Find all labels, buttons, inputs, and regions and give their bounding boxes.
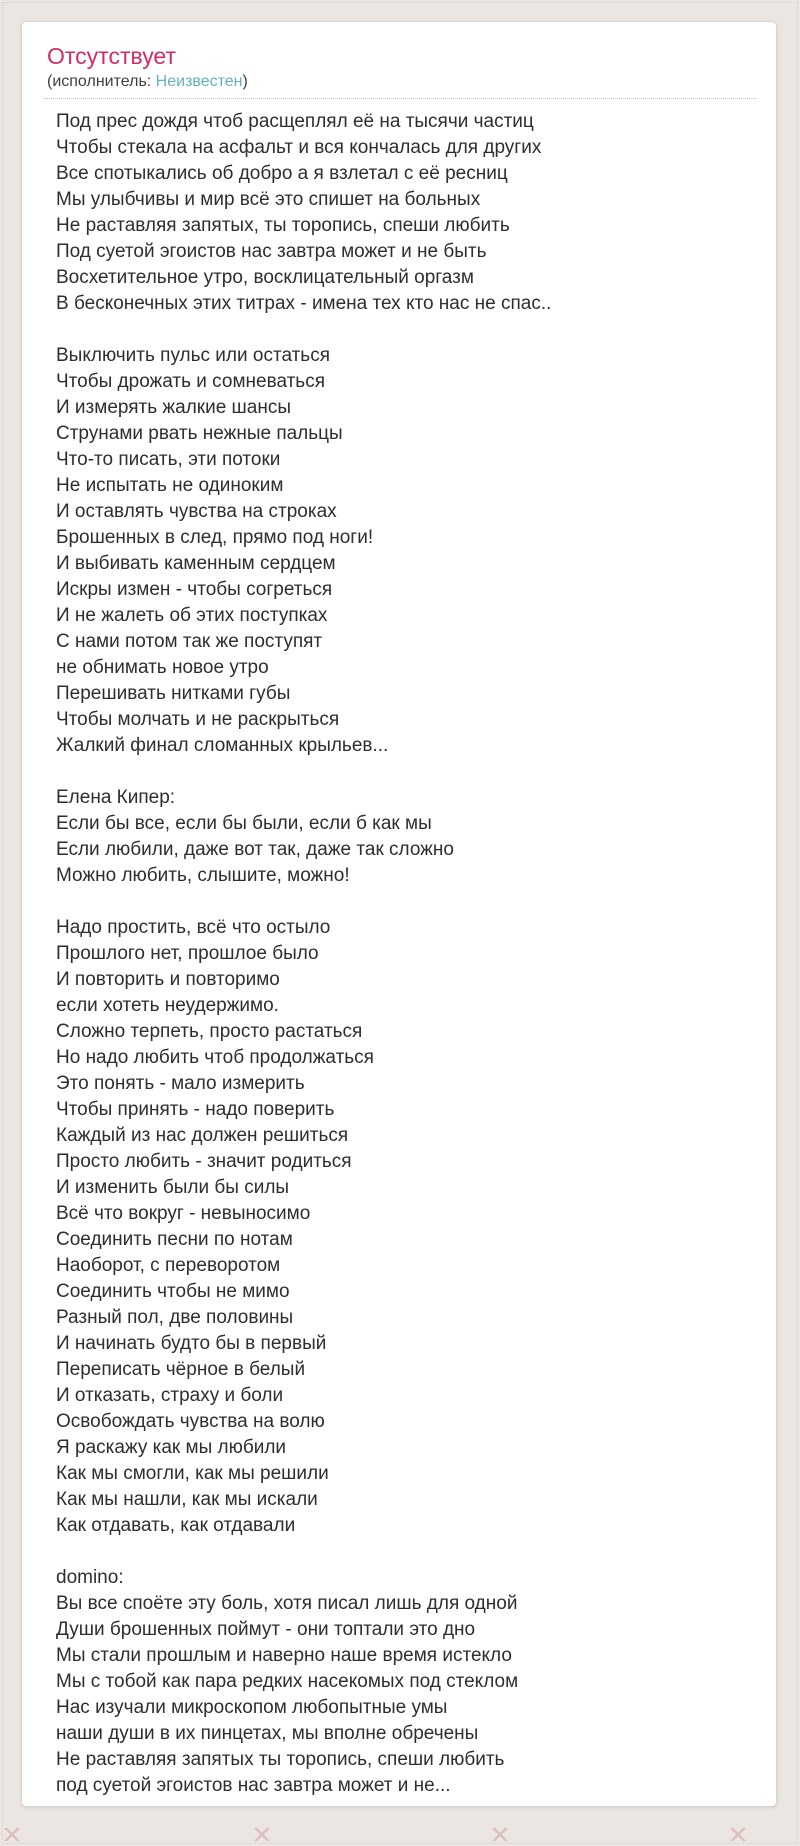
lyric-line: Я раскажу как мы любили <box>56 1437 287 1458</box>
artist-line <box>47 73 764 91</box>
lyric-line: Жалкий финал сломанных крыльев... <box>56 735 389 756</box>
lyric-line: Чтобы молчать и не раскрыться <box>56 709 340 730</box>
stanza <box>56 109 764 317</box>
lyrics-text <box>56 109 764 1799</box>
lyric-line: Под прес дождя чтоб расщеплял её на тысячи частиц <box>56 111 534 132</box>
lyric-line: Сложно терпеть, просто растаться <box>56 1021 363 1042</box>
lyric-line: Елена Кипер: <box>56 787 176 808</box>
lyric-line: И отказать, страху и боли <box>56 1385 284 1406</box>
stanza <box>56 915 764 1539</box>
lyric-line: Чтобы стекала на асфальт и вся кончалась для других <box>56 137 542 158</box>
lyric-line: Струнами рвать нежные пальцы <box>56 423 343 444</box>
stitch-cross-icon <box>729 1828 747 1841</box>
lyric-line: Чтобы дрожать и сомневаться <box>56 371 325 392</box>
lyric-line: Что-то писать, эти потоки <box>56 449 281 470</box>
page-background-frame <box>2 2 798 1844</box>
lyric-line: Брошенных в след, прямо под ноги! <box>56 527 374 548</box>
page-title: Отсутствует <box>47 43 176 69</box>
lyric-line: Всё что вокруг - невыносимо <box>56 1203 311 1224</box>
lyric-line: Нас изучали микроскопом любопытные умы <box>56 1697 448 1718</box>
lyric-line: Это понять - мало измерить <box>56 1073 305 1094</box>
lyric-line: Чтобы принять - надо поверить <box>56 1099 335 1120</box>
lyric-line: Искры измен - чтобы согреться <box>56 579 333 600</box>
dotted-separator <box>44 98 756 99</box>
lyric-line: Восхетительное утро, восклицательный оргазм <box>56 267 474 288</box>
lyric-line: Как отдавать, как отдавали <box>56 1515 296 1536</box>
lyric-line: Можно любить, слышите, можно! <box>56 865 350 886</box>
lyric-line: И начинать будто бы в первый <box>56 1333 327 1354</box>
lyric-line: Переписать чёрное в белый <box>56 1359 306 1380</box>
lyric-line: Выключить пульс или остаться <box>56 345 330 366</box>
lyric-line: И изменить были бы силы <box>56 1177 290 1198</box>
lyric-line: под суетой эгоистов нас завтра может и не... <box>56 1775 451 1796</box>
lyric-line: Просто любить - значит родиться <box>56 1151 352 1172</box>
artist-link[interactable]: Неизвестен <box>155 73 243 90</box>
stitch-cross-icon <box>491 1828 509 1841</box>
lyric-line: И оставлять чувства на строках <box>56 501 337 522</box>
lyric-line: Мы стали прошлым и наверно наше время истекло <box>56 1645 512 1666</box>
lyric-line: Вы все споёте эту боль, хотя писал лишь для одной <box>56 1593 518 1614</box>
lyric-line: В бесконечных этих титрах - имена тех кто нас не спас.. <box>56 293 552 314</box>
lyric-line: Освобождать чувства на волю <box>56 1411 325 1432</box>
lyric-line: наши души в их пинцетах, мы вполне обречены <box>56 1723 479 1744</box>
lyric-line: Не раставляя запятых ты торопись, спеши любить <box>56 1749 505 1770</box>
lyric-line: Как мы смогли, как мы решили <box>56 1463 329 1484</box>
lyrics-card <box>21 21 777 1807</box>
lyric-line: Все спотыкались об добро а я взлетал с её ресниц <box>56 163 508 184</box>
lyric-line: Не раставляя запятых, ты торопись, спеши любить <box>56 215 510 236</box>
lyric-line: Но надо любить чтоб продолжаться <box>56 1047 374 1068</box>
lyric-line: Каждый из нас должен решиться <box>56 1125 349 1146</box>
lyric-line: Не испытать не одиноким <box>56 475 284 496</box>
lyric-line: Перешивать нитками губы <box>56 683 291 704</box>
stitch-cross-icon <box>253 1828 271 1841</box>
lyric-line: И не жалеть об этих поступках <box>56 605 328 626</box>
lyric-line: Соединить чтобы не мимо <box>56 1281 290 1302</box>
lyric-line: И выбивать каменным сердцем <box>56 553 336 574</box>
lyric-line: Души брошенных поймут - они топтали это дно <box>56 1619 476 1640</box>
lyric-line: Мы с тобой как пара редких насекомых под стеклом <box>56 1671 519 1692</box>
lyric-line: Прошлого нет, прошлое было <box>56 943 319 964</box>
stanza <box>56 1565 764 1799</box>
lyric-line: С нами потом так же поступят <box>56 631 323 652</box>
lyric-line: Наоборот, с переворотом <box>56 1255 281 1276</box>
artist-suffix: ) <box>242 73 248 90</box>
lyric-line: Разный пол, две половины <box>56 1307 294 1328</box>
stanza <box>56 785 764 889</box>
lyric-line: И измерять жалкие шансы <box>56 397 292 418</box>
lyric-line: Соединить песни по нотам <box>56 1229 293 1250</box>
lyric-line: Как мы нашли, как мы искали <box>56 1489 318 1510</box>
stanza <box>56 343 764 759</box>
lyric-line: Если любили, даже вот так, даже так сложно <box>56 839 454 860</box>
lyric-line: Под суетой эгоистов нас завтра может и не быть <box>56 241 487 262</box>
lyric-line: Мы улыбчивы и мир всё это спишет на больных <box>56 189 481 210</box>
artist-prefix: (исполнитель: <box>47 73 156 90</box>
lyric-line: не обнимать новое утро <box>56 657 269 678</box>
lyric-line: И повторить и повторимо <box>56 969 280 990</box>
lyric-line: domino: <box>56 1567 124 1588</box>
stitch-cross-icon <box>3 1828 21 1841</box>
lyric-line: если хотеть неудержимо. <box>56 995 279 1016</box>
lyric-line: Если бы все, если бы были, если б как мы <box>56 813 432 834</box>
lyric-line: Надо простить, всё что остыло <box>56 917 331 938</box>
